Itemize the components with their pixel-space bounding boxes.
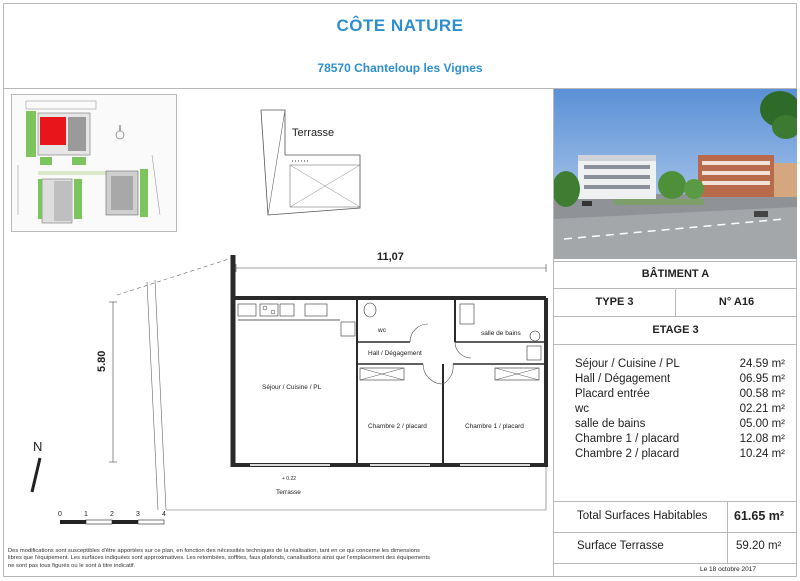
info-divider: [554, 532, 797, 533]
total-surface-value: 61.65 m²: [734, 509, 785, 523]
scale-tick: 4: [162, 511, 166, 518]
floor-label: ETAGE 3: [652, 324, 699, 336]
building-rendering-image: [554, 89, 797, 259]
room-area: 06.95 m²: [739, 373, 785, 385]
room-area-row: [575, 403, 785, 417]
upper-terrace-label: Terrasse: [292, 127, 335, 139]
level-mark: + 0.22: [282, 476, 297, 482]
info-divider: [554, 563, 797, 564]
room-area-row: [575, 373, 785, 387]
room-name: salle de bains: [575, 418, 646, 430]
room-label-chambre1: Chambre 1 / placard: [465, 423, 524, 430]
room-area-row: [575, 418, 785, 432]
info-divider: [554, 344, 797, 345]
room-area: 12.08 m²: [739, 433, 785, 445]
room-label-bathroom: salle de bains: [481, 330, 521, 337]
lot-number: N° A16: [718, 296, 755, 308]
total-surface-label: Total Surfaces Habitables: [577, 510, 708, 522]
room-label-sejour: Séjour / Cuisine / PL: [262, 384, 322, 391]
terrace-bottom-label: Terrasse: [276, 489, 301, 496]
project-address: 78570 Chanteloup les Vignes: [317, 61, 483, 75]
info-divider: [554, 501, 797, 502]
room-area-row: [575, 448, 785, 462]
legal-disclaimer: Des modifications sont susceptibles d'être apportées sur ce plan, en fonction des nécessités techniques de la réalisation, tant en ce qui concerne les dimensions libres que l'équipement. Les surfaces indiquées sont approximatives. Les retombées, soffites, faux plafonds, canalisations ainsi que l'emplacement des équipements ne sont pas tous figurés ou le sont à titre indicatif.: [8, 548, 430, 569]
terrace-edge-line: [117, 258, 232, 295]
north-arrow-icon: [32, 458, 40, 492]
height-dimension-label: 5.80: [96, 350, 108, 372]
terrace-surface-label: Surface Terrasse: [577, 540, 664, 552]
room-name: wc: [575, 403, 590, 415]
room-name: Hall / Dégagement: [575, 373, 671, 385]
upper-terrace-outline: [261, 110, 360, 215]
room-name: Chambre 1 / placard: [575, 433, 680, 445]
type-label: TYPE 3: [595, 296, 634, 308]
apartment-walls: [233, 255, 546, 467]
scale-bar: [60, 520, 164, 524]
info-divider: [554, 316, 797, 317]
scale-tick: 3: [136, 511, 140, 518]
room-area: 00.58 m²: [739, 388, 785, 400]
room-area: 24.59 m²: [739, 358, 785, 370]
scale-tick: 1: [84, 511, 88, 518]
info-divider: [727, 501, 728, 563]
room-areas-list: [575, 358, 785, 468]
project-title: CÔTE NATURE: [336, 16, 464, 35]
scale-tick: 2: [110, 511, 114, 518]
room-area: 10.24 m²: [739, 448, 785, 460]
room-area-row: [575, 388, 785, 402]
room-area: 02.21 m²: [739, 403, 785, 415]
room-name: Placard entrée: [575, 388, 650, 400]
room-label-wc: wc: [378, 327, 386, 334]
room-name: Séjour / Cuisine / PL: [575, 358, 680, 370]
room-area: 05.00 m²: [739, 418, 785, 430]
room-name: Chambre 2 / placard: [575, 448, 680, 460]
room-area-row: [575, 433, 785, 447]
width-dimension-label: 11,07: [377, 251, 404, 263]
room-label-hall: Hall / Dégagement: [368, 350, 422, 357]
info-divider: [554, 261, 797, 262]
scale-tick: 0: [58, 511, 62, 518]
plan-date: Le 18 octobre 2017: [700, 566, 757, 573]
building-label: BÂTIMENT A: [641, 268, 710, 280]
terrace-surface-value: 59.20 m²: [736, 540, 782, 552]
room-area-row: [575, 358, 785, 372]
room-label-chambre2: Chambre 2 / placard: [368, 423, 427, 430]
north-label: N: [33, 439, 43, 454]
